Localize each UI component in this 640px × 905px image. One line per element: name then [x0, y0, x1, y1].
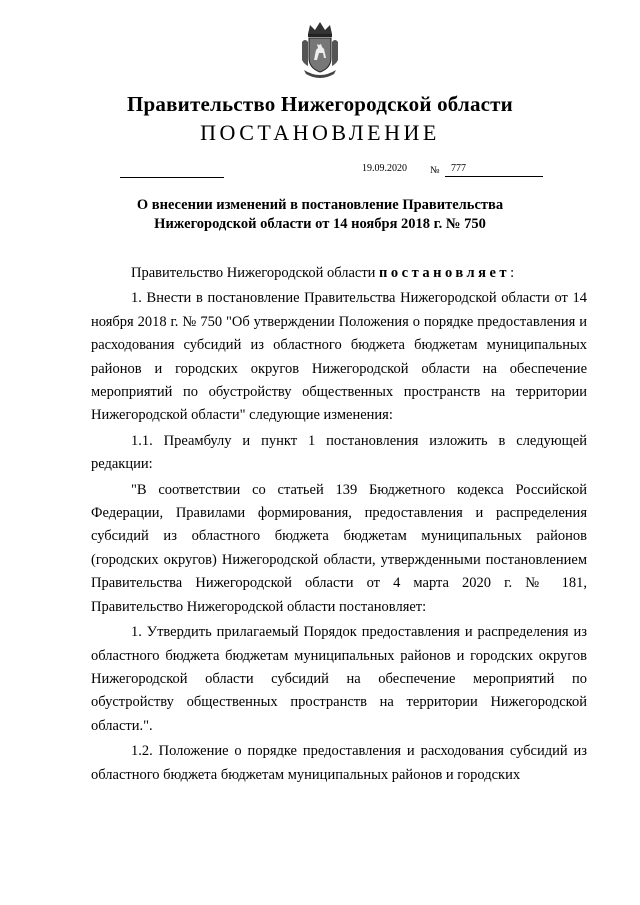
number-sign: №: [430, 165, 440, 176]
subject-line-2: Нижегородской области от 14 ноября 2018 г. № 750: [154, 216, 486, 232]
body-paragraph: 1. Внести в постановление Правительства Нижегородской области от 14 ноября 2018 г. № 750 "Об утверждении Положения о порядке предоставления и расходования субсидий из областного бюджета бюджетам муниципальных районов и городских округов Нижегородской области на обеспечение мероприятий по обустройству общественных пространств на территории Нижегородской области" следующие изменения:: [91, 290, 587, 424]
body-paragraph: 1. Утвердить прилагаемый Порядок предоставления и распределения из областного бюджета бюджетам муниципальных районов и городских округов Нижегородской области субсидий на обеспечение мероприятий по обустройству общественных пространств на территории Нижегородской области.".: [91, 624, 587, 734]
intro-paragraph: [91, 262, 587, 285]
subject-line-1: О внесении изменений в постановление Правительства: [136, 197, 504, 213]
document-number: 777: [445, 163, 543, 177]
body-paragraph: 1.2. Положение о порядке предоставления и расходования субсидий из областного бюджета бюджетам муниципальных районов и городских: [91, 743, 587, 783]
intro-suffix: :: [510, 265, 515, 281]
document-subject: [60, 196, 580, 234]
government-title: Правительство Нижегородской области: [127, 92, 513, 116]
document-body: [91, 262, 587, 787]
intro-resolves: постановляет: [379, 265, 511, 281]
body-paragraph: "В соответствии со статьей 139 Бюджетного кодекса Российской Федерации, Правилами формирования, предоставления и распределения субсидий из областного бюджета бюджетам муниципальных районов (городских округов) Нижегородской области, утвержденными постановлением Правительства Нижегородской области от 4 марта 2020 г. № 181, Правительство Нижегородской области постановляет:: [91, 481, 587, 615]
coat-of-arms-icon: [298, 20, 342, 80]
intro-prefix: Правительство Нижегородской области: [131, 265, 380, 281]
document-type: ПОСТАНОВЛЕНИЕ: [200, 120, 440, 145]
blank-date-line: [120, 177, 224, 178]
body-paragraph: 1.1. Преамбулу и пункт 1 постановления изложить в следующей редакции:: [91, 432, 587, 473]
document-date: 19.09.2020: [362, 163, 407, 174]
